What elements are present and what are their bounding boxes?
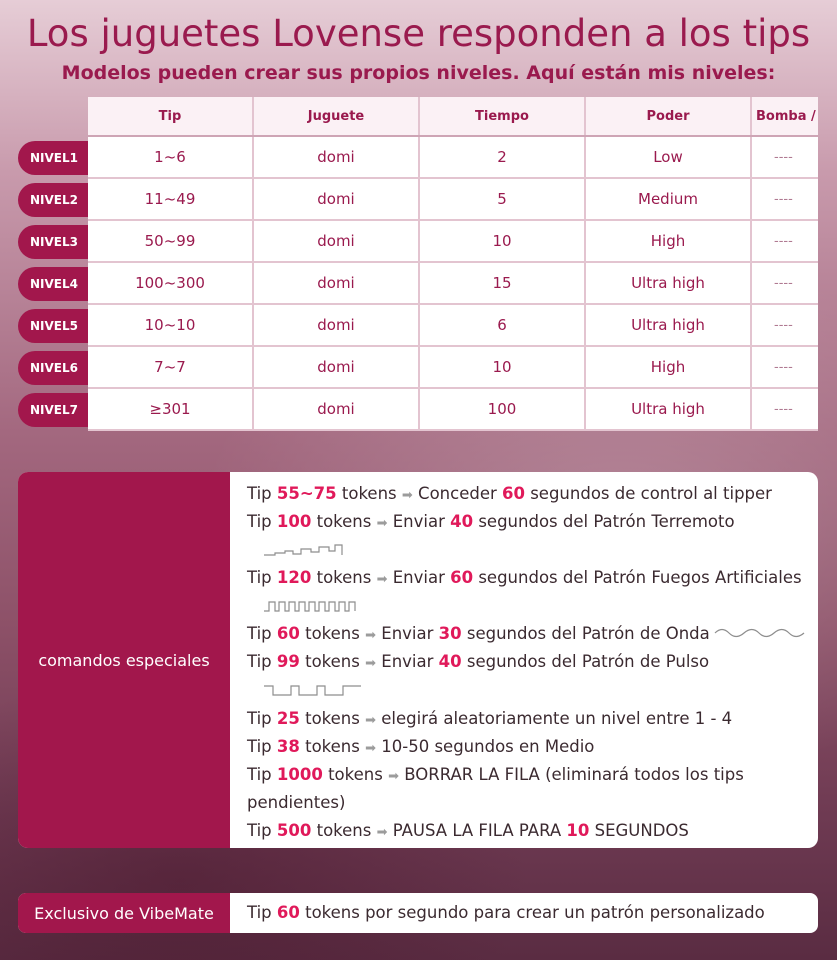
header-toy: Juguete — [254, 97, 420, 135]
command-text: Conceder — [418, 484, 502, 503]
command-line-continuation: pendientes) — [247, 793, 346, 812]
command-line — [247, 705, 732, 735]
command-text-end: segundos del Patrón de Onda — [461, 624, 710, 643]
time-cell: 15 — [420, 263, 586, 305]
level-label: NIVEL6 — [18, 351, 92, 385]
page-title: Los juguetes Lovense responden a los tips — [26, 12, 811, 55]
command-text: 10-50 segundos en Medio — [381, 737, 595, 756]
toy-cell: domi — [254, 137, 420, 179]
command-number: 60 — [450, 568, 474, 587]
special-commands-label: comandos especiales — [18, 472, 230, 848]
fireworks-pattern-icon — [263, 598, 358, 617]
bomba-cell: ---- — [752, 221, 818, 263]
command-text-end: segundos de control al tipper — [524, 484, 772, 503]
vibemate-exclusive-panel — [18, 893, 818, 933]
levels-table — [18, 97, 818, 427]
toy-cell: domi — [254, 389, 420, 431]
exclusive-description: tokens por segundo para crear un patrón personalizado — [299, 903, 765, 922]
tip-word: Tip — [247, 709, 272, 728]
arrow-icon: ➡ — [365, 628, 377, 643]
token-amount: 1000 — [276, 765, 323, 784]
tip-cell: 7~7 — [88, 347, 254, 389]
tip-word: Tip — [247, 765, 272, 784]
command-line — [247, 648, 709, 678]
bomba-cell: ---- — [752, 263, 818, 305]
token-amount: 60 — [276, 903, 300, 922]
tokens-word: tokens — [305, 737, 360, 756]
time-cell: 10 — [420, 221, 586, 263]
bomba-cell: ---- — [752, 347, 818, 389]
level-label: NIVEL1 — [18, 141, 92, 175]
time-cell: 2 — [420, 137, 586, 179]
command-line — [247, 480, 772, 510]
command-text: Enviar — [392, 512, 451, 531]
command-text-end: SEGUNDOS — [589, 821, 689, 840]
command-text: BORRAR LA FILA (eliminará todos los tips — [404, 765, 744, 784]
token-amount: 500 — [276, 821, 312, 840]
tokens-word: tokens — [316, 512, 372, 531]
command-number: 30 — [438, 624, 462, 643]
special-commands-panel — [18, 472, 818, 848]
bomba-cell: ---- — [752, 389, 818, 431]
token-amount: 55~75 — [276, 484, 337, 503]
command-line — [247, 564, 802, 594]
tip-cell: 1~6 — [88, 137, 254, 179]
power-cell: Ultra high — [586, 305, 752, 347]
tokens-word: tokens — [341, 484, 397, 503]
toy-cell: domi — [254, 305, 420, 347]
tokens-word: tokens — [305, 624, 360, 643]
arrow-icon: ➡ — [376, 516, 388, 531]
arrow-icon: ➡ — [365, 713, 377, 728]
vibemate-exclusive-label: Exclusivo de VibeMate — [18, 893, 230, 933]
level-label: NIVEL3 — [18, 225, 92, 259]
wave-pattern-icon — [714, 625, 806, 644]
arrow-icon: ➡ — [365, 656, 377, 671]
tip-cell: 100~300 — [88, 263, 254, 305]
command-number: 10 — [566, 821, 590, 840]
level-label: NIVEL4 — [18, 267, 92, 301]
token-amount: 38 — [276, 737, 300, 756]
token-amount: 100 — [276, 512, 312, 531]
arrow-icon: ➡ — [376, 572, 388, 587]
power-cell: High — [586, 347, 752, 389]
pulse-pattern-icon — [263, 682, 363, 701]
tip-cell: 11~49 — [88, 179, 254, 221]
command-line — [247, 508, 735, 538]
power-cell: High — [586, 221, 752, 263]
time-cell: 5 — [420, 179, 586, 221]
tip-word: Tip — [247, 821, 272, 840]
tip-word: Tip — [247, 568, 272, 587]
arrow-icon: ➡ — [388, 769, 399, 784]
tokens-word: tokens — [305, 652, 360, 671]
vibemate-exclusive-text — [247, 893, 765, 933]
tokens-word: tokens — [328, 765, 383, 784]
toy-cell: domi — [254, 347, 420, 389]
tip-word: Tip — [247, 624, 272, 643]
tip-cell: 10~10 — [88, 305, 254, 347]
toy-cell: domi — [254, 179, 420, 221]
command-text: Enviar — [392, 568, 451, 587]
command-line — [247, 733, 594, 763]
command-text-end: segundos del Patrón Terremoto — [473, 512, 735, 531]
command-text: elegirá aleatoriamente un nivel entre 1 - 4 — [381, 709, 733, 728]
tokens-word: tokens — [305, 709, 360, 728]
level-label: NIVEL5 — [18, 309, 92, 343]
header-bomba: Bomba / — [752, 97, 818, 135]
command-text: PAUSA LA FILA PARA — [392, 821, 567, 840]
header-power: Poder — [586, 97, 752, 135]
tip-word: Tip — [247, 652, 272, 671]
tokens-word: tokens — [316, 821, 372, 840]
header-time: Tiempo — [420, 97, 586, 135]
toy-cell: domi — [254, 221, 420, 263]
earthquake-pattern-icon — [263, 542, 343, 561]
token-amount: 99 — [276, 652, 300, 671]
token-amount: 120 — [276, 568, 312, 587]
token-amount: 60 — [276, 624, 300, 643]
tokens-word: tokens — [316, 568, 372, 587]
command-number: 40 — [450, 512, 474, 531]
tip-word: Tip — [247, 484, 272, 503]
command-text: Enviar — [381, 652, 439, 671]
command-text-end: segundos del Patrón de Pulso — [461, 652, 710, 671]
power-cell: Ultra high — [586, 389, 752, 431]
command-line — [247, 620, 806, 650]
command-line — [247, 817, 689, 847]
command-line — [247, 761, 744, 791]
bomba-cell: ---- — [752, 305, 818, 347]
arrow-icon: ➡ — [365, 741, 377, 756]
command-text: Enviar — [381, 624, 439, 643]
command-number: 60 — [502, 484, 525, 503]
page-subtitle: Modelos pueden crear sus propios niveles. Aquí están mis niveles: — [61, 62, 776, 84]
power-cell: Medium — [586, 179, 752, 221]
tip-cell: 50~99 — [88, 221, 254, 263]
level-label: NIVEL2 — [18, 183, 92, 217]
arrow-icon: ➡ — [376, 825, 388, 840]
tip-cell: ≥301 — [88, 389, 254, 431]
token-amount: 25 — [276, 709, 300, 728]
power-cell: Ultra high — [586, 263, 752, 305]
toy-cell: domi — [254, 263, 420, 305]
command-text-end: segundos del Patrón Fuegos Artificiales — [473, 568, 802, 587]
time-cell: 100 — [420, 389, 586, 431]
arrow-icon: ➡ — [401, 488, 413, 503]
power-cell: Low — [586, 137, 752, 179]
command-number: 40 — [438, 652, 462, 671]
bomba-cell: ---- — [752, 179, 818, 221]
time-cell: 6 — [420, 305, 586, 347]
bomba-cell: ---- — [752, 137, 818, 179]
header-tip: Tip — [88, 97, 254, 135]
level-label: NIVEL7 — [18, 393, 92, 427]
tip-word: Tip — [247, 903, 272, 922]
tip-word: Tip — [247, 737, 272, 756]
time-cell: 10 — [420, 347, 586, 389]
tip-word: Tip — [247, 512, 272, 531]
